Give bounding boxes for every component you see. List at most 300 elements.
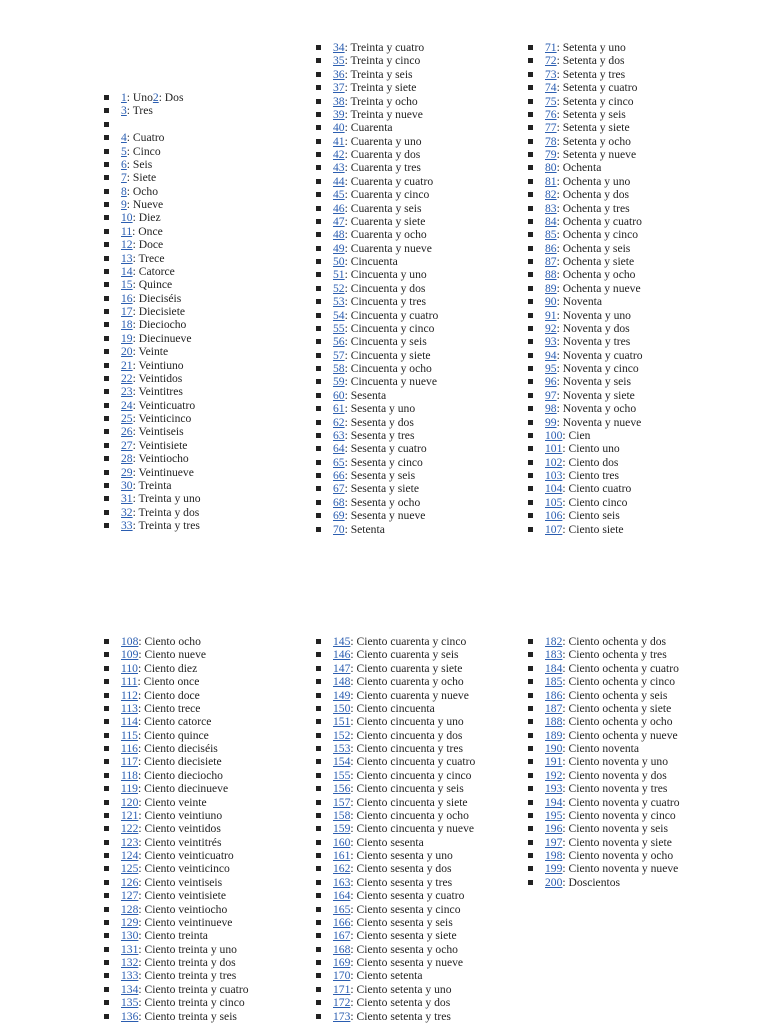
number-link[interactable]: 150 bbox=[333, 701, 351, 715]
number-word: : Treinta y seis bbox=[344, 67, 413, 81]
number-link[interactable]: 162 bbox=[333, 862, 351, 876]
list-item bbox=[104, 171, 201, 184]
number-link[interactable]: 116 bbox=[121, 742, 138, 755]
list-item bbox=[528, 41, 643, 54]
list-item bbox=[528, 742, 680, 755]
number-link[interactable]: 163 bbox=[333, 875, 351, 889]
list-item bbox=[316, 648, 475, 661]
number-word: : Ciento cuarenta y seis bbox=[350, 648, 459, 662]
number-link[interactable]: 69 bbox=[333, 509, 345, 523]
list-item bbox=[528, 849, 680, 862]
number-link[interactable]: 10 bbox=[121, 211, 133, 225]
number-word: : Ciento treinta y cuatro bbox=[138, 982, 249, 996]
number-link[interactable]: 185 bbox=[545, 675, 563, 689]
number-link[interactable]: 106 bbox=[545, 509, 563, 523]
number-link[interactable]: 154 bbox=[333, 755, 351, 769]
number-link[interactable]: 129 bbox=[121, 915, 139, 929]
list-item bbox=[528, 662, 680, 675]
number-link[interactable]: 53 bbox=[333, 295, 345, 309]
number-link[interactable]: 173 bbox=[333, 1009, 351, 1023]
number-link[interactable]: 110 bbox=[121, 661, 138, 675]
number-link[interactable]: 49 bbox=[333, 241, 345, 255]
number-word: : Sesenta y ocho bbox=[344, 495, 421, 509]
number-link[interactable]: 1 bbox=[121, 91, 127, 104]
number-link[interactable]: 78 bbox=[545, 134, 557, 148]
number-link[interactable]: 187 bbox=[545, 701, 563, 715]
number-link[interactable]: 84 bbox=[545, 214, 557, 228]
number-word: : Once bbox=[132, 224, 163, 238]
number-link[interactable]: 74 bbox=[545, 81, 557, 95]
number-link[interactable]: 186 bbox=[545, 688, 563, 702]
number-link[interactable]: 60 bbox=[333, 388, 345, 402]
list-item bbox=[104, 118, 201, 131]
number-link[interactable]: 194 bbox=[545, 795, 563, 809]
number-link[interactable]: 101 bbox=[545, 442, 563, 456]
number-link[interactable]: 33 bbox=[121, 519, 133, 532]
number-link[interactable]: 45 bbox=[333, 188, 345, 202]
list-item bbox=[316, 108, 438, 121]
number-link[interactable]: 95 bbox=[545, 362, 557, 375]
number-list-column-2 bbox=[316, 41, 438, 536]
number-link[interactable]: 18 bbox=[121, 318, 133, 332]
number-link[interactable]: 96 bbox=[545, 375, 557, 389]
number-link[interactable]: 25 bbox=[121, 412, 133, 425]
number-link[interactable]: 169 bbox=[333, 956, 351, 969]
list-item bbox=[104, 479, 201, 492]
number-link[interactable]: 41 bbox=[333, 134, 345, 148]
list-item bbox=[316, 268, 438, 281]
number-word: : Ciento veintinueve bbox=[138, 915, 233, 929]
list-item bbox=[528, 729, 680, 742]
list-item bbox=[104, 689, 249, 702]
list-item bbox=[316, 322, 438, 335]
number-word: : Sesenta y cinco bbox=[344, 455, 423, 469]
number-link[interactable]: 24 bbox=[121, 398, 133, 412]
number-link[interactable]: 133 bbox=[121, 969, 139, 983]
number-word: : Ciento veintiseis bbox=[138, 875, 223, 889]
number-word: : Setenta y seis bbox=[556, 107, 626, 121]
number-link[interactable]: 58 bbox=[333, 362, 345, 375]
number-link[interactable]: 170 bbox=[333, 969, 351, 983]
number-link[interactable]: 130 bbox=[121, 929, 139, 943]
number-word: : Ciento noventa bbox=[562, 742, 640, 755]
number-link[interactable]: 160 bbox=[333, 835, 351, 849]
number-link[interactable]: 97 bbox=[545, 388, 557, 402]
number-word: : Ciento veintisiete bbox=[138, 889, 226, 903]
list-item bbox=[104, 412, 201, 425]
number-word: : Cuarenta y uno bbox=[344, 134, 422, 148]
number-link[interactable]: 89 bbox=[545, 281, 557, 295]
number-link[interactable]: 198 bbox=[545, 849, 563, 862]
list-item bbox=[104, 889, 249, 902]
number-link[interactable]: 40 bbox=[333, 121, 345, 135]
list-item bbox=[316, 148, 438, 161]
number-word: : Cincuenta y nueve bbox=[344, 375, 437, 389]
number-link[interactable]: 86 bbox=[545, 241, 557, 255]
number-link[interactable]: 14 bbox=[121, 264, 133, 278]
list-item bbox=[316, 769, 475, 782]
number-word: : Ciento cincuenta y cuatro bbox=[350, 755, 476, 769]
list-item bbox=[528, 715, 680, 728]
number-link[interactable]: 196 bbox=[545, 822, 563, 836]
number-link[interactable]: 149 bbox=[333, 688, 351, 702]
number-link[interactable]: 36 bbox=[333, 67, 345, 81]
number-link[interactable]: 39 bbox=[333, 107, 345, 121]
number-word: : Ciento treinta y tres bbox=[138, 969, 237, 983]
number-link[interactable]: 132 bbox=[121, 956, 139, 969]
number-word: : Cuarenta y siete bbox=[344, 214, 426, 228]
number-link[interactable]: 47 bbox=[333, 214, 345, 228]
number-link[interactable]: 70 bbox=[333, 522, 345, 536]
number-link[interactable]: 38 bbox=[333, 94, 345, 108]
number-word: : Dieciocho bbox=[132, 318, 187, 332]
number-word: : Treinta y uno bbox=[132, 492, 201, 506]
number-link[interactable]: 20 bbox=[121, 345, 133, 359]
number-link[interactable]: 22 bbox=[121, 371, 133, 385]
number-link[interactable]: 98 bbox=[545, 402, 557, 416]
number-link[interactable]: 188 bbox=[545, 715, 563, 729]
number-link[interactable]: 34 bbox=[333, 41, 345, 54]
number-link[interactable]: 121 bbox=[121, 808, 139, 822]
number-word: : Veintiuno bbox=[132, 358, 184, 372]
number-link[interactable]: 87 bbox=[545, 255, 557, 268]
list-item bbox=[528, 416, 643, 429]
number-link[interactable]: 63 bbox=[333, 428, 345, 442]
number-link[interactable]: 109 bbox=[121, 648, 139, 662]
number-word: : Ciento veintiocho bbox=[138, 902, 228, 916]
number-link[interactable]: 182 bbox=[545, 635, 563, 648]
number-link[interactable]: 12 bbox=[121, 238, 133, 252]
number-link[interactable]: 50 bbox=[333, 255, 345, 268]
number-link[interactable]: 90 bbox=[545, 295, 557, 309]
number-link[interactable]: 94 bbox=[545, 348, 557, 362]
number-word: : Ochenta y cinco bbox=[556, 228, 639, 242]
list-item bbox=[104, 145, 201, 158]
list-item bbox=[316, 202, 438, 215]
number-word: : Ciento cincuenta y siete bbox=[350, 795, 468, 809]
number-link[interactable]: 117 bbox=[121, 755, 138, 769]
list-item bbox=[104, 809, 249, 822]
number-link[interactable]: 77 bbox=[545, 121, 557, 135]
list-item bbox=[316, 969, 475, 982]
number-word: : Treinta y ocho bbox=[344, 94, 418, 108]
number-word: : Ciento veinticinco bbox=[138, 862, 230, 876]
number-link[interactable]: 68 bbox=[333, 495, 345, 509]
number-link[interactable]: 80 bbox=[545, 161, 557, 175]
number-link[interactable]: 115 bbox=[121, 728, 138, 742]
number-word: : Sesenta y tres bbox=[344, 428, 415, 442]
number-link[interactable]: 127 bbox=[121, 889, 139, 903]
number-link[interactable]: 64 bbox=[333, 442, 345, 456]
list-item bbox=[104, 996, 249, 1009]
number-link[interactable]: 31 bbox=[121, 492, 133, 506]
number-link[interactable]: 54 bbox=[333, 308, 345, 322]
number-word: : Cincuenta y seis bbox=[344, 335, 427, 349]
number-link[interactable]: 153 bbox=[333, 742, 351, 755]
number-link[interactable]: 57 bbox=[333, 348, 345, 362]
list-item bbox=[104, 849, 249, 862]
number-link[interactable]: 37 bbox=[333, 81, 345, 95]
number-word: : Ciento noventa y uno bbox=[562, 755, 669, 769]
list-item bbox=[528, 349, 643, 362]
list-item bbox=[104, 662, 249, 675]
number-link[interactable]: 62 bbox=[333, 415, 345, 429]
number-link[interactable]: 120 bbox=[121, 795, 139, 809]
number-word: : Cuarenta y nueve bbox=[344, 241, 432, 255]
number-link[interactable]: 46 bbox=[333, 201, 345, 215]
number-link[interactable]: 8 bbox=[121, 184, 127, 198]
number-link[interactable]: 135 bbox=[121, 996, 139, 1010]
number-link[interactable]: 23 bbox=[121, 385, 133, 399]
number-link[interactable]: 172 bbox=[333, 996, 351, 1010]
number-link[interactable]: 76 bbox=[545, 107, 557, 121]
number-link[interactable]: 52 bbox=[333, 281, 345, 295]
number-link[interactable]: 35 bbox=[333, 54, 345, 68]
number-link[interactable]: 158 bbox=[333, 808, 351, 822]
number-link[interactable]: 189 bbox=[545, 728, 563, 742]
number-link[interactable]: 92 bbox=[545, 321, 557, 335]
number-link[interactable]: 42 bbox=[333, 148, 345, 161]
number-word: : Ciento ochenta y cuatro bbox=[562, 661, 679, 675]
number-word: : Sesenta bbox=[344, 388, 387, 402]
number-link[interactable]: 161 bbox=[333, 849, 351, 862]
number-word: : Ciento trece bbox=[137, 701, 201, 715]
number-word: : Ciento sesenta y siete bbox=[350, 929, 457, 943]
number-link[interactable]: 155 bbox=[333, 768, 351, 782]
number-link[interactable]: 192 bbox=[545, 768, 563, 782]
number-word: : Ochenta y dos bbox=[556, 188, 630, 202]
number-link[interactable]: 156 bbox=[333, 782, 351, 796]
number-word: : Ciento setenta y tres bbox=[350, 1009, 451, 1023]
number-link[interactable]: 71 bbox=[545, 41, 557, 54]
number-word: : Ciento catorce bbox=[137, 715, 212, 729]
list-item bbox=[104, 332, 201, 345]
number-link[interactable]: 82 bbox=[545, 188, 557, 202]
number-link[interactable]: 72 bbox=[545, 54, 557, 68]
list-item bbox=[316, 496, 438, 509]
number-link[interactable]: 184 bbox=[545, 661, 563, 675]
list-item bbox=[104, 675, 249, 688]
number-link[interactable]: 9 bbox=[121, 198, 127, 211]
number-link[interactable]: 5 bbox=[121, 144, 127, 158]
number-link[interactable]: 4 bbox=[121, 131, 127, 145]
list-item bbox=[528, 148, 643, 161]
number-link[interactable]: 29 bbox=[121, 465, 133, 479]
number-word: : Cincuenta y tres bbox=[344, 295, 427, 309]
number-link[interactable]: 105 bbox=[545, 495, 563, 509]
number-word: : Ciento sesenta bbox=[350, 835, 424, 849]
number-word: : Ciento uno bbox=[562, 442, 620, 456]
number-link[interactable]: 67 bbox=[333, 482, 345, 496]
number-link[interactable]: 6 bbox=[121, 157, 127, 171]
number-link[interactable]: 148 bbox=[333, 675, 351, 689]
number-link[interactable]: 118 bbox=[121, 768, 138, 782]
number-word: : Doce bbox=[132, 238, 164, 252]
number-link[interactable]: 145 bbox=[333, 635, 351, 648]
number-word: : Ciento cincuenta y cinco bbox=[350, 768, 472, 782]
number-link[interactable]: 103 bbox=[545, 469, 563, 482]
number-link[interactable]: 125 bbox=[121, 862, 139, 876]
number-link[interactable]: 159 bbox=[333, 822, 351, 836]
number-link[interactable]: 13 bbox=[121, 251, 133, 265]
number-link[interactable]: 102 bbox=[545, 455, 563, 469]
number-link[interactable]: 164 bbox=[333, 889, 351, 903]
number-link[interactable]: 134 bbox=[121, 982, 139, 996]
number-link[interactable]: 93 bbox=[545, 335, 557, 349]
number-link[interactable]: 108 bbox=[121, 635, 139, 648]
number-link[interactable]: 107 bbox=[545, 522, 563, 536]
number-link[interactable]: 171 bbox=[333, 982, 351, 996]
number-link[interactable]: 122 bbox=[121, 822, 139, 836]
number-link[interactable]: 55 bbox=[333, 321, 345, 335]
number-link[interactable]: 30 bbox=[121, 478, 133, 492]
number-word: : Ciento diecisiete bbox=[137, 755, 222, 769]
number-link[interactable]: 61 bbox=[333, 402, 345, 416]
number-link[interactable]: 75 bbox=[545, 94, 557, 108]
number-link[interactable]: 199 bbox=[545, 862, 563, 876]
number-link[interactable]: 157 bbox=[333, 795, 351, 809]
number-link[interactable]: 91 bbox=[545, 308, 557, 322]
number-link[interactable]: 26 bbox=[121, 425, 133, 439]
list-item bbox=[316, 215, 438, 228]
number-word: : Doscientos bbox=[562, 875, 621, 889]
number-word: : Ciento cuarenta y cinco bbox=[350, 635, 467, 648]
number-link[interactable]: 28 bbox=[121, 452, 133, 466]
number-link[interactable]: 183 bbox=[545, 648, 563, 662]
number-link[interactable]: 112 bbox=[121, 688, 138, 702]
number-word: : Ciento cuarenta y ocho bbox=[350, 675, 464, 689]
number-link[interactable]: 81 bbox=[545, 174, 557, 188]
number-word: : Ciento cuarenta y siete bbox=[350, 661, 463, 675]
number-link[interactable]: 21 bbox=[121, 358, 133, 372]
list-item bbox=[528, 809, 680, 822]
number-link[interactable]: 3 bbox=[121, 104, 127, 118]
number-link[interactable]: 59 bbox=[333, 375, 345, 389]
number-word: : Uno bbox=[126, 91, 153, 104]
number-link[interactable]: 65 bbox=[333, 455, 345, 469]
number-link[interactable]: 152 bbox=[333, 728, 351, 742]
number-link[interactable]: 165 bbox=[333, 902, 351, 916]
number-word: : Veintidos bbox=[132, 371, 183, 385]
list-item bbox=[528, 282, 643, 295]
number-link[interactable]: 7 bbox=[121, 171, 127, 185]
number-list-column-1 bbox=[104, 91, 201, 532]
list-item bbox=[528, 54, 643, 67]
number-word: : Ciento cincuenta y tres bbox=[350, 742, 464, 755]
number-word: : Ciento diez bbox=[137, 661, 198, 675]
number-link[interactable]: 166 bbox=[333, 915, 351, 929]
number-link[interactable]: 73 bbox=[545, 67, 557, 81]
number-link[interactable]: 195 bbox=[545, 808, 563, 822]
number-link[interactable]: 11 bbox=[121, 224, 133, 238]
number-word: : Ciento cincuenta y dos bbox=[350, 728, 463, 742]
number-link[interactable]: 15 bbox=[121, 278, 133, 292]
number-link[interactable]: 27 bbox=[121, 438, 133, 452]
number-link[interactable]: 124 bbox=[121, 849, 139, 862]
number-link[interactable]: 51 bbox=[333, 268, 345, 282]
number-word: : Ciento noventa y seis bbox=[562, 822, 669, 836]
number-link[interactable]: 66 bbox=[333, 469, 345, 482]
number-link[interactable]: 83 bbox=[545, 201, 557, 215]
number-link[interactable]: 17 bbox=[121, 305, 133, 318]
number-link[interactable]: 193 bbox=[545, 782, 563, 796]
number-link[interactable]: 85 bbox=[545, 228, 557, 242]
number-word: : Ciento ochenta y ocho bbox=[562, 715, 673, 729]
number-link[interactable]: 114 bbox=[121, 715, 138, 729]
number-link[interactable]: 119 bbox=[121, 782, 138, 796]
list-item bbox=[104, 238, 201, 251]
number-word: : Ciento sesenta y cuatro bbox=[350, 889, 465, 903]
number-link[interactable]: 104 bbox=[545, 482, 563, 496]
number-link[interactable]: 16 bbox=[121, 291, 133, 305]
list-item bbox=[316, 635, 475, 648]
number-link[interactable]: 99 bbox=[545, 415, 557, 429]
list-item bbox=[316, 742, 475, 755]
number-link[interactable]: 48 bbox=[333, 228, 345, 242]
list-item bbox=[104, 969, 249, 982]
number-link[interactable]: 151 bbox=[333, 715, 351, 729]
number-link[interactable]: 2 bbox=[152, 91, 159, 104]
number-word: : Ciento quince bbox=[137, 728, 209, 742]
number-word: : Ochenta y seis bbox=[556, 241, 631, 255]
number-word: : Nueve bbox=[126, 198, 164, 211]
number-word: : Quince bbox=[132, 278, 173, 292]
number-word: : Veintisiete bbox=[132, 438, 188, 452]
number-link[interactable]: 200 bbox=[545, 875, 563, 889]
number-link[interactable]: 128 bbox=[121, 902, 139, 916]
number-link[interactable]: 190 bbox=[545, 742, 563, 755]
number-link[interactable]: 168 bbox=[333, 942, 351, 956]
list-item bbox=[316, 523, 438, 536]
number-link[interactable]: 19 bbox=[121, 331, 133, 345]
list-item bbox=[316, 689, 475, 702]
number-link[interactable]: 43 bbox=[333, 161, 345, 175]
number-word: : Noventa y tres bbox=[556, 335, 631, 349]
list-item bbox=[316, 335, 438, 348]
number-link[interactable]: 44 bbox=[333, 174, 345, 188]
number-word: : Dieciséis bbox=[132, 291, 182, 305]
number-link[interactable]: 100 bbox=[545, 428, 563, 442]
number-word: : Cincuenta y dos bbox=[344, 281, 426, 295]
number-link[interactable]: 197 bbox=[545, 835, 563, 849]
number-link[interactable]: 88 bbox=[545, 268, 557, 282]
number-word: : Ciento cuatro bbox=[562, 482, 632, 496]
number-link[interactable]: 113 bbox=[121, 701, 138, 715]
number-link[interactable]: 191 bbox=[545, 755, 563, 769]
list-item bbox=[316, 456, 438, 469]
number-link[interactable]: 111 bbox=[121, 675, 138, 689]
list-item bbox=[528, 876, 680, 889]
list-item bbox=[528, 675, 680, 688]
number-link[interactable]: 56 bbox=[333, 335, 345, 349]
number-word: : Ciento cincuenta y seis bbox=[350, 782, 464, 796]
number-link[interactable]: 79 bbox=[545, 148, 557, 161]
number-link[interactable]: 126 bbox=[121, 875, 139, 889]
number-link[interactable]: 146 bbox=[333, 648, 351, 662]
list-item bbox=[528, 755, 680, 768]
list-item bbox=[528, 202, 643, 215]
number-link[interactable]: 123 bbox=[121, 835, 139, 849]
list-item bbox=[104, 876, 249, 889]
number-link[interactable]: 147 bbox=[333, 661, 351, 675]
number-link[interactable]: 32 bbox=[121, 505, 133, 519]
number-link[interactable]: 131 bbox=[121, 942, 139, 956]
number-word: : Ciento noventa y tres bbox=[562, 782, 668, 796]
number-word: : Ciento dieciséis bbox=[137, 742, 218, 755]
number-link[interactable]: 136 bbox=[121, 1009, 139, 1023]
number-word: : Ciento treinta y uno bbox=[138, 942, 237, 956]
number-link[interactable]: 167 bbox=[333, 929, 351, 943]
